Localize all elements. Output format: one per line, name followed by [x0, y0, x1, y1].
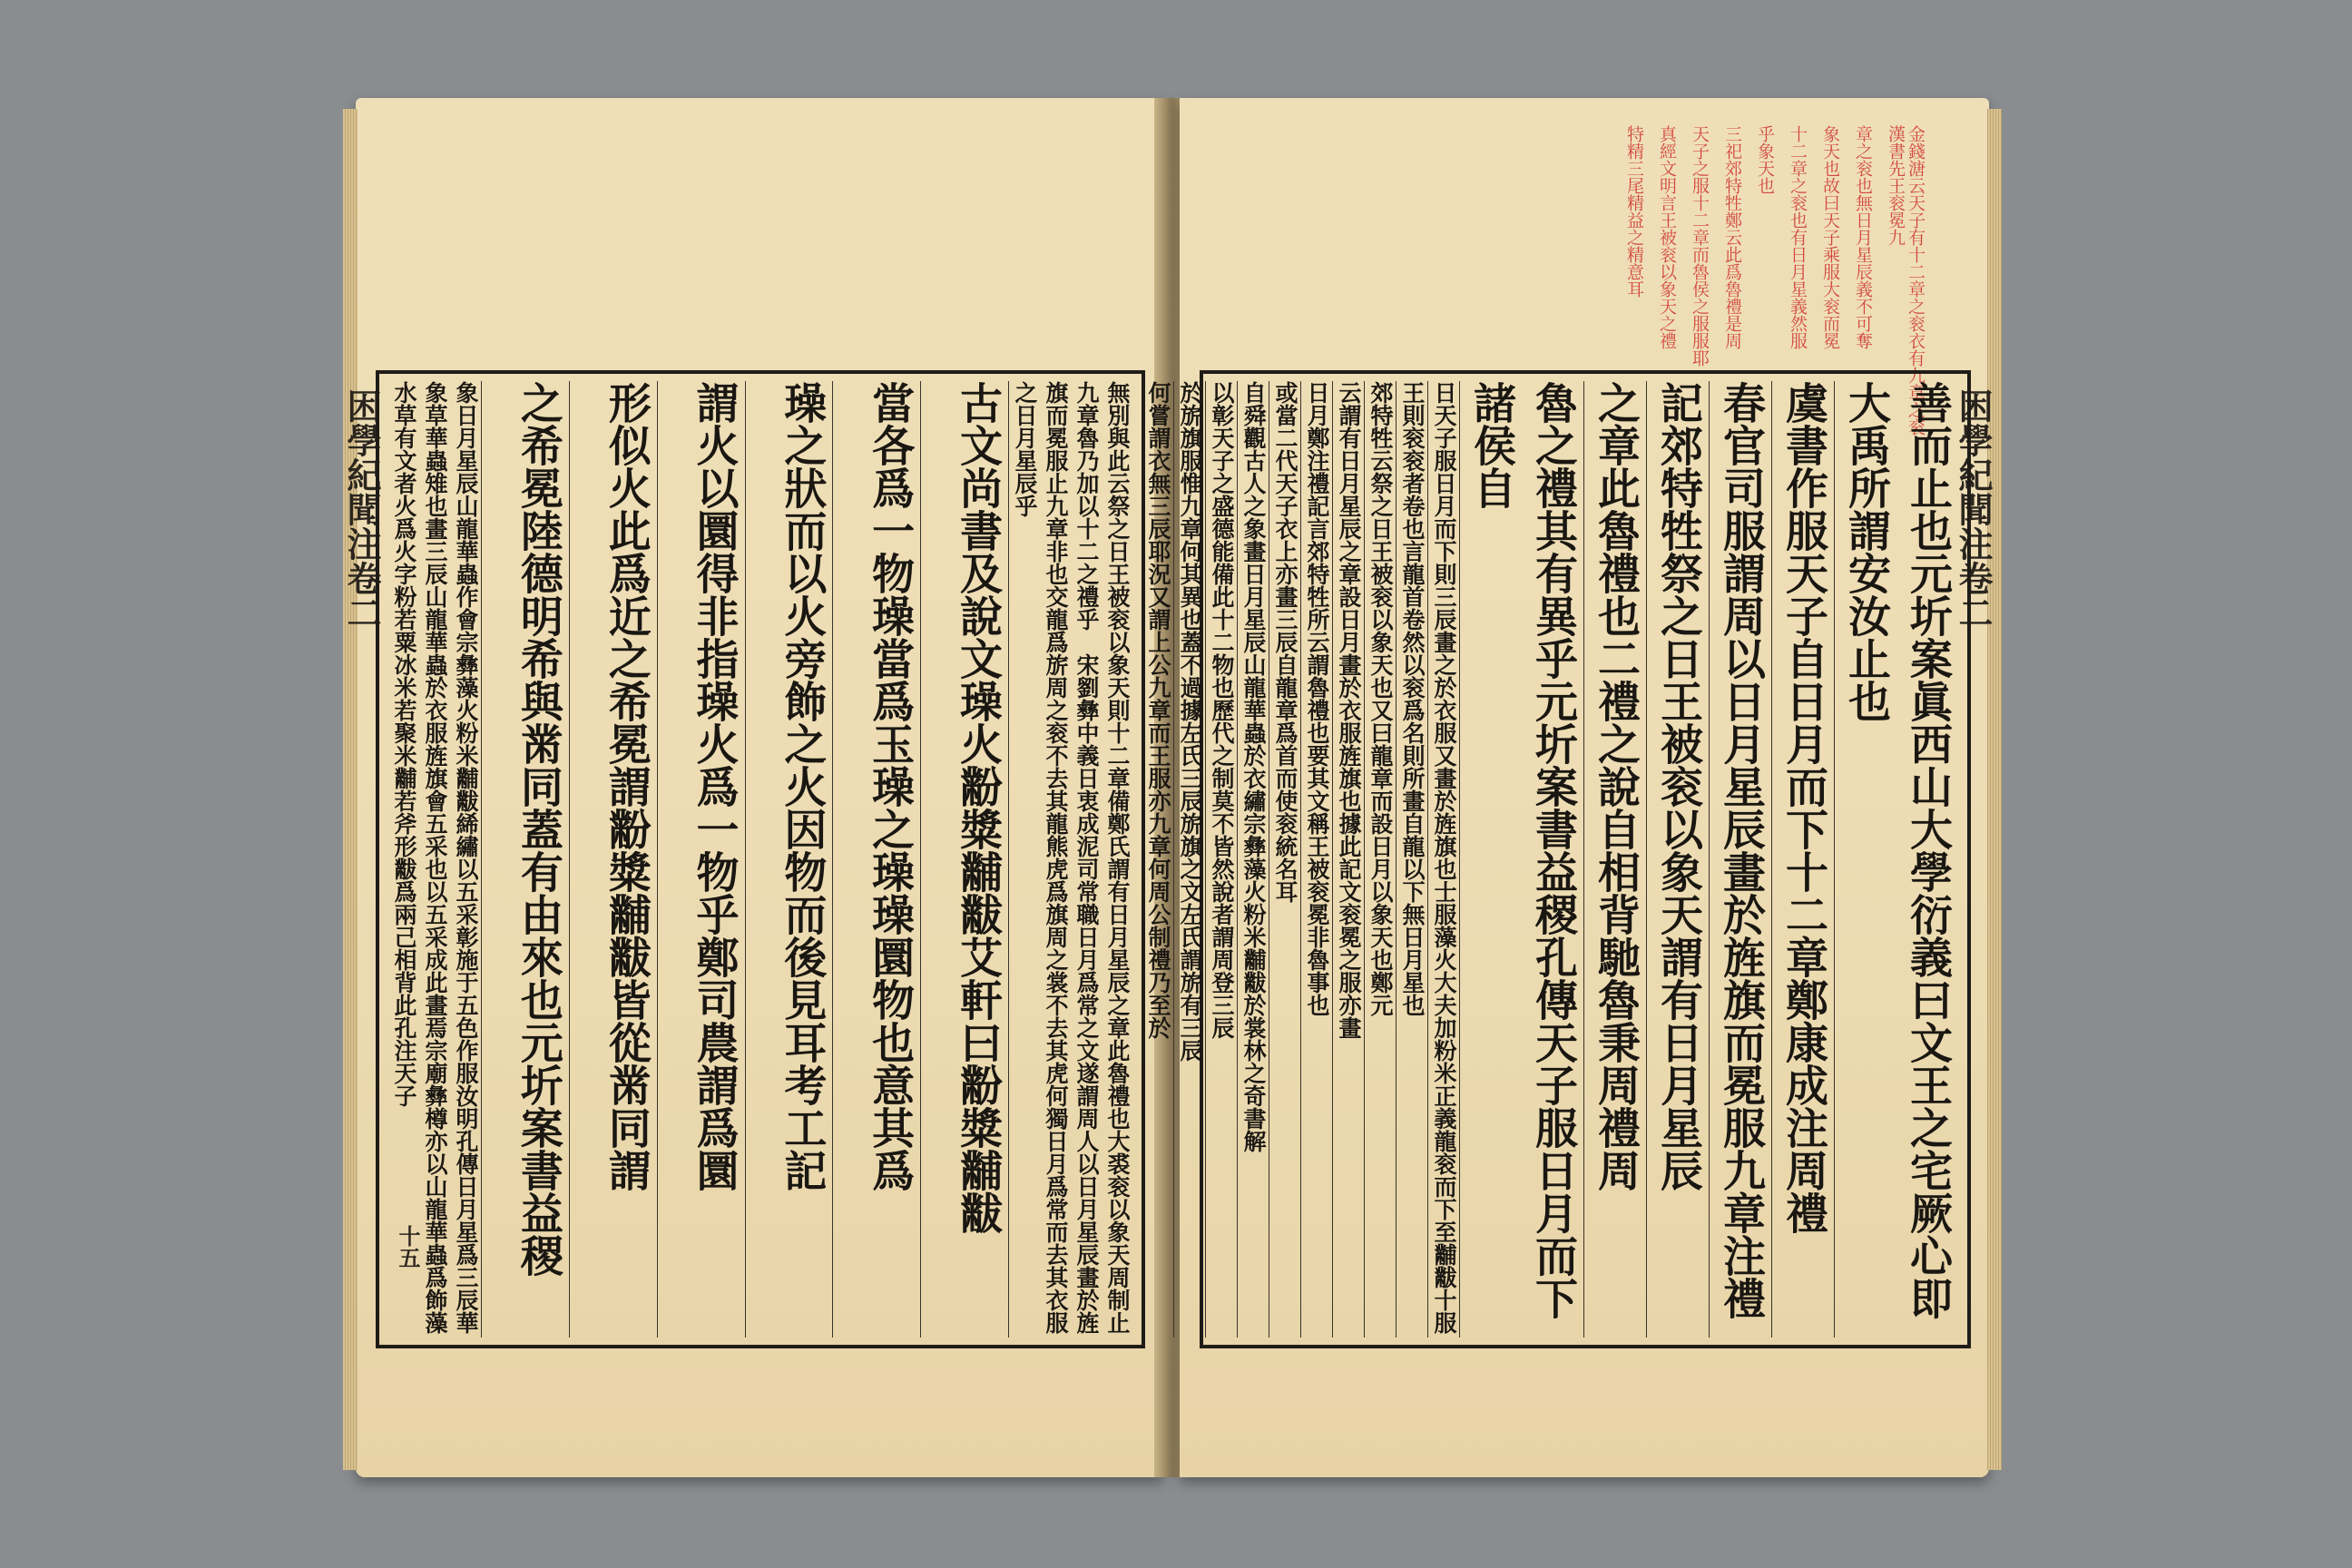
page-edge-left [343, 109, 358, 1470]
text-column: 以彰天子之盛德能備此十二物也歷代之制莫不皆然說者謂周登三辰 [1205, 381, 1237, 1338]
text-column: 春官司服謂周以日月星辰畫於旌旗而冕服九章注禮 [1709, 381, 1771, 1338]
text-column: 象日月星辰山龍華蟲作會宗彝藻火粉米黼黻絺繡以五采彰施于五色作服汝明孔傳日月星爲三辰華象草華蟲雉也畫三辰山龍華蟲於衣服旌旗會五采也以五采成此畫焉宗廟彝樽亦以山龍華蟲爲飾藻水草有文者火爲火字粉若粟冰米若聚米黼若斧形黻爲兩己相背此孔注天子 [391, 381, 480, 1334]
text-column: 之章此魯禮也二禮之說自相背馳魯秉周禮周 [1583, 381, 1646, 1338]
text-column: 虞書作服天子自日月而下十二章鄭康成注周禮 [1771, 381, 1834, 1338]
text-column: 善而止也元圻案眞西山大學衍義曰文王之宅厥心即大禹所謂安汝止也 [1834, 381, 1958, 1338]
text-column: 日天子服日月而下則三辰畫之於衣服又畫於旌旗也士服藻火大夫加粉米正義龍衮而下至黼黻十服 [1427, 381, 1459, 1338]
text-column: 記郊特牲祭之日王被衮以象天謂有日月星辰 [1646, 381, 1709, 1338]
red-annotation-line: 特精三尾精益之精意耳 [1624, 125, 1644, 298]
red-annotation-line: 十二章之衮也有日月星義然服 [1788, 125, 1808, 349]
red-annotation-line: 真經文明言王被衮以象天之禮 [1657, 125, 1677, 349]
left-text-frame [376, 370, 1145, 1348]
red-annotation-line: 三祀郊特牲鄭云此爲魯禮是周 [1722, 125, 1742, 349]
red-annotation-line: 乎象天也 [1755, 125, 1775, 194]
text-column: 魯之禮其有異乎元圻案書益稷孔傳天子服日月而下諸侯自 [1459, 381, 1583, 1338]
text-column: 之希冕陸德明希與黹同蓋有由來也元圻案書益稷 [481, 381, 569, 1338]
text-column: 王則衮衮者卷也言龍首卷然以衮爲名則所畫自龍以下無日月星也 [1396, 381, 1427, 1338]
text-column: 古文尚書及說文璪火黺䊢黼黻艾軒曰黺䊢黼黻 [920, 381, 1008, 1338]
text-column: 云謂有日月星辰之章設日月畫於衣服旌旗也據此記文衮冕之服亦畫 [1332, 381, 1364, 1338]
text-column: 日月鄭注禮記言郊特牲所云謂魯禮也要其文稱王被衮冕非魯事也 [1300, 381, 1332, 1338]
margin-volume-text: 卷二 [341, 561, 382, 630]
left-page [341, 98, 1163, 1477]
margin-title-text: 困學紀聞注 [1953, 388, 1994, 561]
text-column: 何嘗謂衣無三辰耶況又謂上公九章而王服亦九章何周公制禮乃至於 [1145, 381, 1171, 1039]
right-text-frame [1145, 370, 1971, 1348]
red-annotation-line: 金錢溏云天子有十二章之衮衣有九章之衮漢書先王衮冕九 [1886, 125, 1926, 436]
folio-number: 十五 [395, 1225, 421, 1269]
left-columns [388, 381, 1132, 1338]
text-column: 當各爲一物璪當爲玉璪之璪璪圜物也意其爲 [832, 381, 920, 1338]
right-columns [1145, 381, 1958, 1338]
red-annotation-line: 天子之服十二章而魯侯之服服耶 [1690, 125, 1710, 367]
red-annotation-line: 章之衮也無日月星辰義不可奪 [1853, 125, 1873, 349]
margin-title-text: 困學紀聞注 [341, 388, 382, 561]
text-column: 無別與此云祭之日王被衮以象天則十二章備鄭氏謂有日月星辰之章此魯禮也大裘衮以象天周制止九章魯乃加以十二之禮乎 宋劉彝中義日衷成泥司常職日月爲常之文遂謂周人以日月星辰畫於旌旗而冕服止九章非也交龍爲旂周之衮不去其龍熊虎爲旗周之裳不去其虎何獨日月爲常而去其衣服之日月星辰乎 [1008, 381, 1132, 1338]
margin-volume-text: 卷二 [1953, 561, 1994, 630]
red-annotation-line: 象天也故曰天子乘服大衮而冕 [1820, 125, 1840, 349]
open-book [341, 98, 1994, 1486]
text-column: 郊特牲云祭之日王被衮以象天也又曰龍章而設日月以象天也鄭元 [1364, 381, 1396, 1338]
text-column: 謂火以圜得非指璪火爲一物乎鄭司農謂爲圜 [657, 381, 745, 1338]
page-edge-right [1987, 109, 2002, 1470]
right-page [1145, 98, 1994, 1477]
text-column: 於旂旗服惟九章何其異也蓋不過據左氏三辰旂旗之文左氏謂旂有三辰 [1173, 381, 1205, 1338]
text-column: 形似火此爲近之希冕謂黺䊢黼黻皆從黹同謂 [569, 381, 657, 1338]
text-column: 自舜觀古人之象畫日月星辰山龍華蟲於衣繡宗彝藻火粉米黼黻於裳林之奇書解 [1237, 381, 1269, 1338]
text-column: 或當二代天子衣上亦畫三辰自龍章爲首而使衮統名耳 [1269, 381, 1300, 1338]
text-column: 璪之狀而以火旁飾之火因物而後見耳考工記 [745, 381, 833, 1338]
